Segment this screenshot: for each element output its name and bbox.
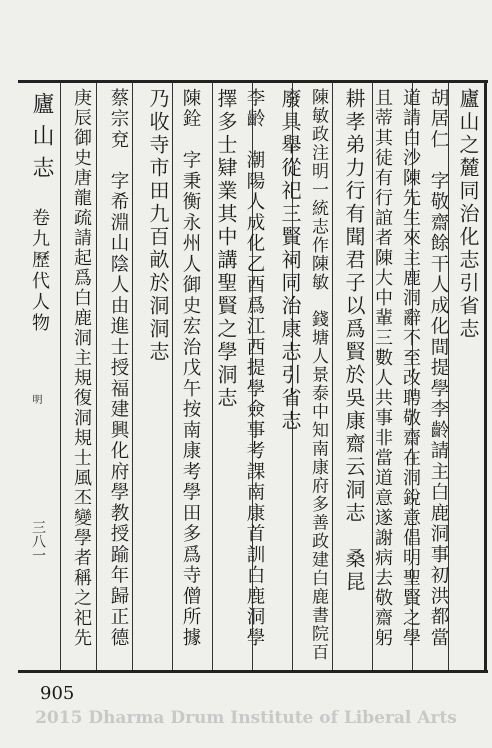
text-column: 耕孝弟力行有聞君子以爲賢於吳康齋云洞志 桑昆: [342, 88, 366, 594]
right-border: [484, 80, 487, 673]
column-separator: [172, 83, 173, 670]
gutter-page: 三八一: [30, 520, 46, 562]
text-column: 廢具舉從祀三賢祠同治康志引省志: [278, 88, 302, 433]
text-column: 陳銓 字秉衡永州人御史宏治戊午按南康考學田多爲寺僧所據: [180, 88, 201, 649]
text-column: 陳敏政注明一統志作陳敏 錢塘人景泰中知南康府多善政建白鹿書院百: [308, 88, 328, 662]
column-separator: [332, 83, 333, 670]
bottom-border: [18, 670, 488, 673]
page-number: 905: [40, 683, 75, 704]
text-column: 道請白沙陳先生來主鹿洞辭不至改聘敬齋在洞銳意倡明聖賢之學: [400, 88, 421, 648]
text-column: 庚辰御史唐龍疏請起爲白鹿洞主規復洞規士風丕變學者稱之祀先: [71, 88, 92, 648]
text-column: 擇多士肄業其中講聖賢之學洞志: [214, 88, 238, 410]
text-column: 且蒂其徒有行誼者陳大中輩三數人共事非當道意遂謝病去敬齋躬: [372, 88, 393, 648]
column-separator: [96, 83, 97, 670]
text-column: 廬山之麓同治化志引省志: [456, 88, 480, 341]
gutter-dynasty: 明: [30, 394, 41, 404]
gutter-volume: 卷九歷代人物: [29, 208, 50, 334]
top-border: [18, 80, 488, 83]
text-column: 李齡 潮陽人成化乙酉爲江西提學僉事考課南康首訓白鹿洞學: [244, 88, 265, 649]
text-column: 胡居仁 字敬齋餘干人成化間提學李齡請主白鹿洞事初洪都當: [428, 88, 449, 649]
text-column: 乃收寺市田九百畝於洞洞志: [146, 88, 170, 364]
column-separator: [132, 83, 133, 670]
gutter-separator: [60, 83, 61, 670]
watermark: 2015 Dharma Drum Institute of Liberal Arts: [35, 708, 457, 728]
gutter-title: 廬山志: [29, 92, 54, 188]
text-column: 蔡宗兗 字希淵山陰人由進士授福建興化府學教授踰年歸正德: [108, 88, 129, 649]
